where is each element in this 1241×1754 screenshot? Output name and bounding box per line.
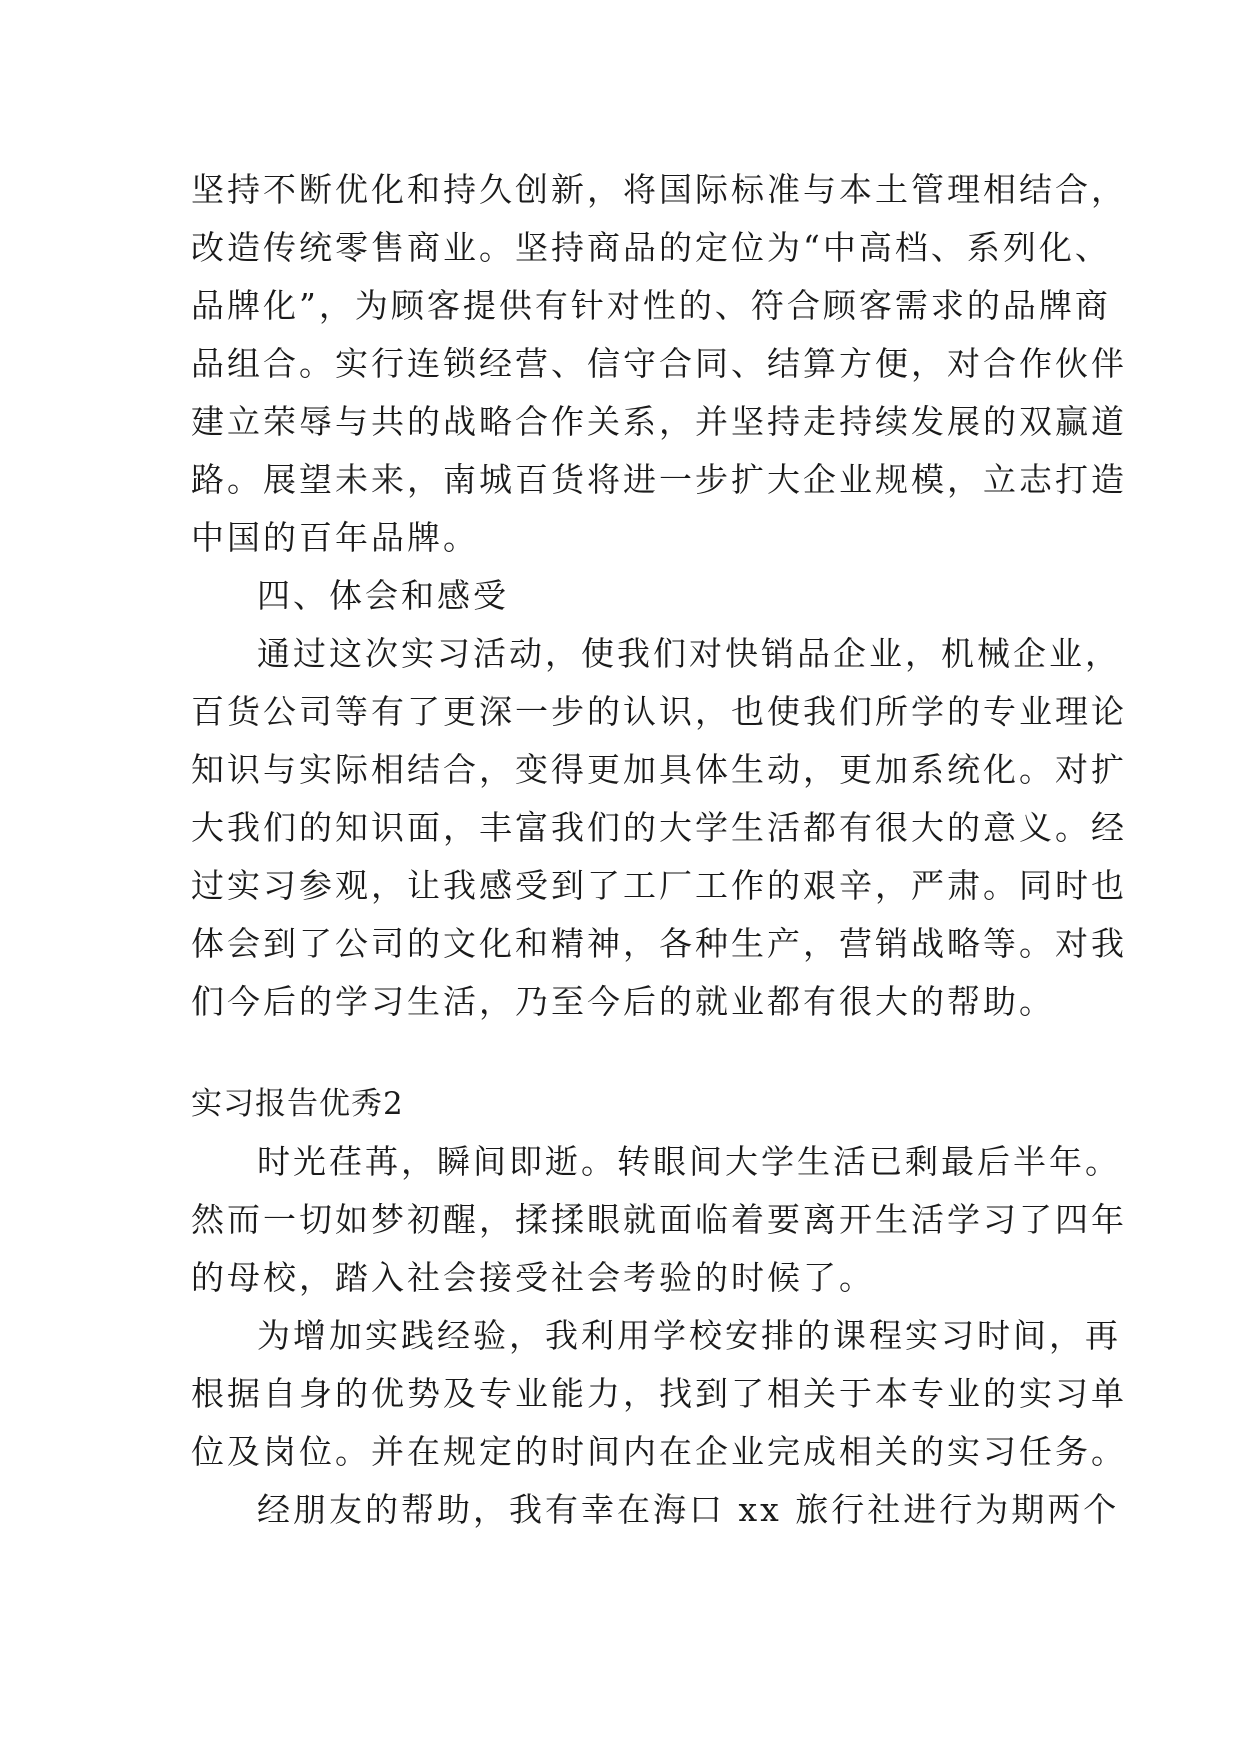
paragraph-line: 位及岗位。并在规定的时间内在企业完成相关的实习任务。 bbox=[191, 1432, 1127, 1471]
paragraph-line: 中国的百年品牌。 bbox=[191, 518, 479, 557]
paragraph-line: 过实习参观，让我感受到了工厂工作的艰辛，严肃。同时也 bbox=[191, 866, 1127, 905]
paragraph-line: 百货公司等有了更深一步的认识，也使我们所学的专业理论 bbox=[191, 692, 1127, 731]
paragraph-line: 大我们的知识面，丰富我们的大学生活都有很大的意义。经 bbox=[191, 808, 1127, 847]
paragraph-time-passes bbox=[191, 1133, 1127, 1307]
section-spacer bbox=[191, 1031, 1071, 1075]
paragraph-line: 改造传统零售商业。坚持商品的定位为“中高档、系列化、 bbox=[191, 228, 1111, 267]
paragraph-line: 为增加实践经验，我利用学校安排的课程实习时间，再 bbox=[257, 1316, 1121, 1355]
paragraph-line: 知识与实际相结合，变得更加具体生动，更加系统化。对扩 bbox=[191, 750, 1127, 789]
paragraph-line: 的母校，踏入社会接受社会考验的时候了。 bbox=[191, 1258, 875, 1297]
paragraph-line: 建立荣辱与共的战略合作关系，并坚持走持续发展的双赢道 bbox=[191, 402, 1127, 441]
paragraph-practice-goal bbox=[191, 1307, 1127, 1481]
paragraph-line: 经朋友的帮助，我有幸在海口 xx 旅行社进行为期两个 bbox=[257, 1490, 1120, 1529]
paragraph-company-philosophy bbox=[191, 161, 1127, 567]
document-body bbox=[191, 161, 1127, 1539]
section-subheading: 四、体会和感受 bbox=[257, 576, 509, 615]
paragraph-line: 们今后的学习生活，乃至今后的就业都有很大的帮助。 bbox=[191, 982, 1055, 1021]
paragraph-line: 品牌化”，为顾客提供有针对性的、符合顾客需求的品牌商 bbox=[191, 286, 1111, 325]
report-title: 实习报告优秀2 bbox=[191, 1086, 404, 1122]
paragraph-experience bbox=[191, 625, 1127, 1031]
paragraph-line: 品组合。实行连锁经营、信守合同、结算方便，对合作伙伴 bbox=[191, 344, 1127, 383]
paragraph-internship-intro bbox=[191, 1481, 1120, 1539]
paragraph-line: 根据自身的优势及专业能力，找到了相关于本专业的实习单 bbox=[191, 1374, 1127, 1413]
paragraph-line: 时光荏苒，瞬间即逝。转眼间大学生活已剩最后半年。 bbox=[257, 1142, 1121, 1181]
paragraph-line: 然而一切如梦初醒，揉揉眼就面临着要离开生活学习了四年 bbox=[191, 1200, 1127, 1239]
paragraph-line: 通过这次实习活动，使我们对快销品企业，机械企业， bbox=[257, 634, 1121, 673]
paragraph-line: 路。展望未来，南城百货将进一步扩大企业规模，立志打造 bbox=[191, 460, 1127, 499]
paragraph-line: 坚持不断优化和持久创新，将国际标准与本土管理相结合， bbox=[191, 170, 1127, 209]
paragraph-line: 体会到了公司的文化和精神，各种生产，营销战略等。对我 bbox=[191, 924, 1127, 963]
